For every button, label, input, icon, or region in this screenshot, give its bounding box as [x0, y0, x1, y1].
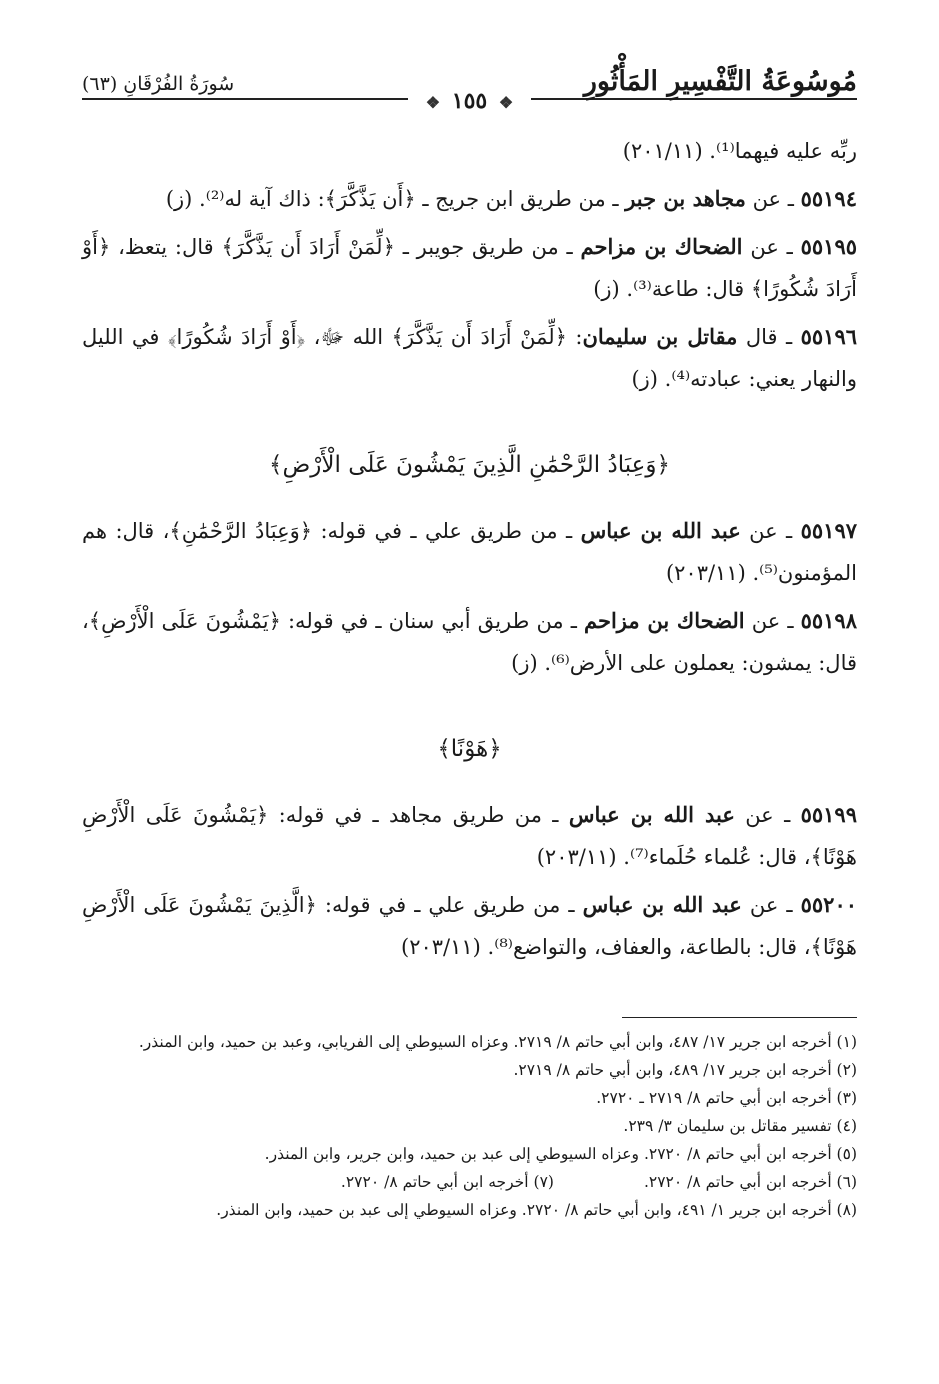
footnote: (٦) أخرجه ابن أبي حاتم ٨/ ٢٧٢٠.: [643, 1173, 857, 1191]
narration-number: ٥٥١٩٨: [800, 608, 857, 633]
narration: [82, 884, 857, 968]
ornament-right-icon: ❖: [498, 93, 514, 112]
narration-tail: ، قال: هم المؤمنون⁽⁵⁾. (٢٠٣/١١): [82, 519, 857, 585]
narration-pre: ـ عن: [742, 235, 801, 259]
narration: [82, 316, 857, 400]
narration-pre: ـ قال: [737, 325, 801, 349]
page-number-row: [0, 88, 939, 114]
narration: [82, 178, 857, 220]
narration-chain: ـ من طريق علي ـ في قوله:: [316, 893, 583, 917]
surah-title: سُورَةُ الفُرْقَانِ (٦٣): [82, 73, 235, 96]
footnote: (٢) أخرجه ابن جرير ١٧/ ٤٨٩، وابن أبي حاتم ٨/ ٢٧١٩.: [513, 1061, 857, 1079]
narration: [82, 226, 857, 310]
narration-pre: ـ عن: [745, 187, 801, 211]
narration-chain: ـ من طريق أبي سنان ـ في قوله:: [280, 609, 585, 633]
narration-number: ٥٥٢٠٠: [800, 892, 858, 917]
narration-tail: الله ﷻ، ﴿أَوْ أَرَادَ شُكُورًا﴾ في الليل والنهار يعني: عبادته⁽⁴⁾. (ز): [82, 325, 857, 391]
quran-quote: ﴿يَمْشُونَ عَلَى الْأَرْضِ﴾: [88, 609, 281, 633]
footnote-separator: [622, 1017, 857, 1018]
narration-tail: ، قال: يمشون: يعملون على الأرض⁽⁶⁾. (ز): [82, 609, 857, 675]
narration-number: ٥٥١٩٧: [800, 518, 858, 543]
narration-chain: ـ من طريق علي ـ في قوله:: [312, 519, 581, 543]
narrator: الضحاك بن مزاحم: [584, 608, 745, 633]
section-heading: ﴿هَوْنًا﴾: [437, 736, 502, 762]
footnote: (٥) أخرجه ابن أبي حاتم ٨/ ٢٧٢٠. وعزاه السيوطي إلى عبد بن حميد، وابن جرير، وابن المنذر.: [264, 1145, 857, 1163]
book-title: مُوسُوعَةُ التَّفْسِيرِ المَأْثُورِ: [583, 65, 857, 97]
quran-quote: ﴿يَمْشُونَ عَلَى الْأَرْضِ هَوْنًا﴾: [82, 803, 857, 869]
footnote: (٤) تفسير مقاتل بن سليمان ٣/ ٢٣٩.: [623, 1117, 857, 1135]
main-text: [82, 130, 857, 974]
narration-tail: : ذاك آية له⁽²⁾. (ز): [165, 187, 325, 211]
narration-pre: ـ عن: [744, 609, 801, 633]
narration-chain: ـ من طريق ابن جريج ـ: [415, 187, 626, 211]
narrator: عبد الله بن عباس: [568, 802, 735, 827]
page-number: ١٥٥: [451, 88, 488, 114]
narrator: مقاتل بن سليمان: [582, 324, 738, 349]
narration: [82, 510, 857, 594]
narration: [82, 600, 857, 684]
section-heading: ﴿وَعِبَادُ الرَّحْمَٰنِ الَّذِينَ يَمْشُونَ عَلَى الْأَرْضِ﴾: [269, 452, 670, 478]
ornament-left-icon: ❖: [425, 93, 441, 112]
narration: [82, 794, 857, 878]
narrator: عبد الله بن عباس: [582, 892, 742, 917]
narration-chain: ـ من طريق جويبر ـ: [394, 235, 581, 259]
footnotes: [82, 1028, 857, 1224]
narration-number: ٥٥١٩٤: [800, 186, 857, 211]
paragraph-text: ربِّه عليه فيهما⁽¹⁾. (٢٠١/١١): [622, 139, 857, 163]
footnote: (٣) أخرجه ابن أبي حاتم ٨/ ٢٧١٩ ـ ٢٧٢٠.: [596, 1089, 857, 1107]
quran-quote: ﴿أَن يَذَّكَّرَ﴾: [324, 187, 416, 211]
narration-number: ٥٥١٩٩: [800, 802, 857, 827]
narration-tail: قال: يتعظ، ﴿أَوْ أَرَادَ شُكُورًا﴾ قال: طاعة⁽³⁾. (ز): [82, 235, 857, 301]
footnote: (٨) أخرجه ابن جرير ١/ ٤٩١، وابن أبي حاتم ٨/ ٢٧٢٠. وعزاه السيوطي إلى عبد بن حميد، وابن المنذر.: [216, 1201, 857, 1219]
narration-chain: ـ من طريق مجاهد ـ في قوله:: [268, 803, 569, 827]
narrator: عبد الله بن عباس: [580, 518, 741, 543]
quran-quote: ﴿الَّذِينَ يَمْشُونَ عَلَى الْأَرْضِ هَوْنًا﴾: [82, 893, 857, 959]
narration-number: ٥٥١٩٥: [800, 234, 858, 259]
page-number-box: [408, 88, 531, 114]
footnote-pair: [82, 1168, 857, 1196]
narration-tail: ، قال: عُلماء حُلَماء⁽⁷⁾. (٢٠٣/١١): [536, 845, 811, 869]
quran-quote: ﴿لِّمَنْ أَرَادَ أَن يَذَّكَّرَ﴾: [391, 325, 567, 349]
narration-pre: ـ عن: [734, 803, 801, 827]
footnote: (٧) أخرجه ابن أبي حاتم ٨/ ٢٧٢٠.: [340, 1173, 554, 1191]
narration-chain: :: [566, 325, 583, 349]
narrator: الضحاك بن مزاحم: [580, 234, 743, 259]
quran-quote: ﴿وَعِبَادُ الرَّحْمَٰنِ﴾: [169, 519, 313, 543]
narration-pre: ـ عن: [740, 519, 801, 543]
narration-number: ٥٥١٩٦: [800, 324, 858, 349]
narration-pre: ـ عن: [741, 893, 801, 917]
quran-quote: ﴿لِّمَنْ أَرَادَ أَن يَذَّكَّرَ﴾: [221, 235, 395, 259]
narrator: مجاهد بن جبر: [625, 186, 746, 211]
narration-tail: ، قال: بالطاعة، والعفاف، والتواضع⁽⁸⁾. (٢٠٣/١١): [400, 935, 811, 959]
paragraph: [82, 130, 857, 172]
footnote: (١) أخرجه ابن جرير ١٧/ ٤٨٧، وابن أبي حاتم ٨/ ٢٧١٩. وعزاه السيوطي إلى الفريابي، وعبد بن حميد، وابن المنذر.: [138, 1033, 857, 1051]
